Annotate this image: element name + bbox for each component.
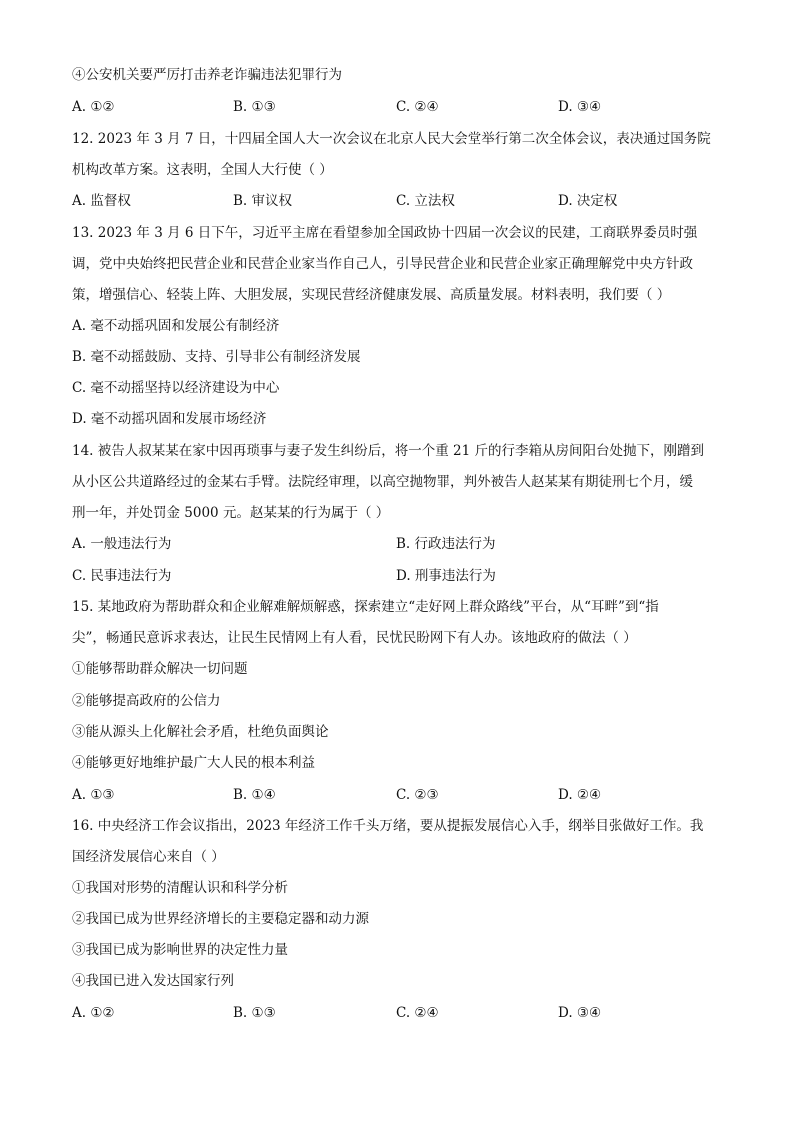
answer-option: D. ③④ [558,1005,602,1021]
answer-option: C. 立法权 [396,193,455,209]
answer-option: D. 刑事违法行为 [396,568,496,584]
text-line: 15. 某地政府为帮助群众和企业解难解烦解惑，探索建立“走好网上群众路线”平台，从“耳畔”到“指 [72,599,659,615]
text-line: 机构改革方案。这表明，全国人大行使（ ） [72,162,333,178]
text-line: 国经济发展信心来自（ ） [72,849,225,865]
text-line: 从小区公共道路经过的金某右手臂。法院经审理，以高空抛物罪，判外被告人赵某某有期徒刑七个月，缓 [72,474,693,490]
answer-option: B. 行政违法行为 [396,536,496,552]
text-line: ③我国已成为影响世界的决定性力量 [72,942,288,958]
text-line: ②我国已成为世界经济增长的主要稳定器和动力源 [72,911,369,927]
answer-option: A. ①② [72,99,115,115]
answer-option: D. ③④ [558,99,602,115]
text-line: 14. 被告人叔某某在家中因再琐事与妻子发生纠纷后，将一个重 21 斤的行李箱从房间阳台处抛下，刚蹭到 [72,443,705,459]
text-line: 策，增强信心、轻装上阵、大胆发展，实现民营经济健康发展、高质量发展。材料表明，我们要（ ） [72,287,671,303]
answer-option: B. ①③ [233,99,276,115]
answer-option: A. ①③ [72,787,115,803]
text-line: 16. 中央经济工作会议指出，2023 年经济工作千头万绪，要从提振发展信心入手，纲举目张做好工作。我 [72,818,704,834]
text-line: 13. 2023 年 3 月 6 日下午，习近平主席在看望参加全国政协十四届一次会议的民建，工商联界委员时强 [72,225,698,241]
answer-option: A. ①② [72,1005,115,1021]
answer-option: C. ②④ [396,99,439,115]
text-line: ①能够帮助群众解决一切问题 [72,661,248,677]
text-line: C. 毫不动摇坚持以经济建设为中心 [72,380,280,396]
answer-option: C. 民事违法行为 [72,568,172,584]
text-line: 12. 2023 年 3 月 7 日，十四届全国人大一次会议在北京人民大会堂举行第二次全体会议，表决通过国务院 [72,131,711,147]
text-line: ③能从源头上化解社会矛盾，杜绝负面舆论 [72,724,329,740]
text-line: ②能够提高政府的公信力 [72,693,221,709]
text-line: 调，党中央始终把民营企业和民营企业家当作自己人，引导民营企业和民营企业家正确理解党中央方针政 [72,256,693,272]
text-line: B. 毫不动摇鼓励、支持、引导非公有制经济发展 [72,349,361,365]
text-line: A. 毫不动摇巩固和发展公有制经济 [72,318,280,334]
answer-option: C. ②③ [396,787,439,803]
answer-option: D. ②④ [558,787,602,803]
answer-option: C. ②④ [396,1005,439,1021]
answer-option: D. 决定权 [558,193,618,209]
answer-option: A. 监督权 [72,193,131,209]
answer-option: B. ①③ [233,1005,276,1021]
text-line: 刑一年，并处罚金 5000 元。赵某某的行为属于（ ） [72,505,390,521]
text-line: ④公安机关要严厉打击养老诈骗违法犯罪行为 [72,67,342,83]
text-line: D. 毫不动摇巩固和发展市场经济 [72,411,267,427]
answer-option: A. 一般违法行为 [72,536,172,552]
text-line: ④能够更好地维护最广大人民的根本利益 [72,755,315,771]
text-line: 尖”，畅通民意诉求表达，让民生民情网上有人看，民忧民盼网下有人办。该地政府的做法（ ） [72,630,637,646]
answer-option: B. ①④ [233,787,276,803]
text-line: ①我国对形势的清醒认识和科学分析 [72,880,288,896]
text-line: ④我国已进入发达国家行列 [72,973,234,989]
answer-option: B. 审议权 [233,193,293,209]
